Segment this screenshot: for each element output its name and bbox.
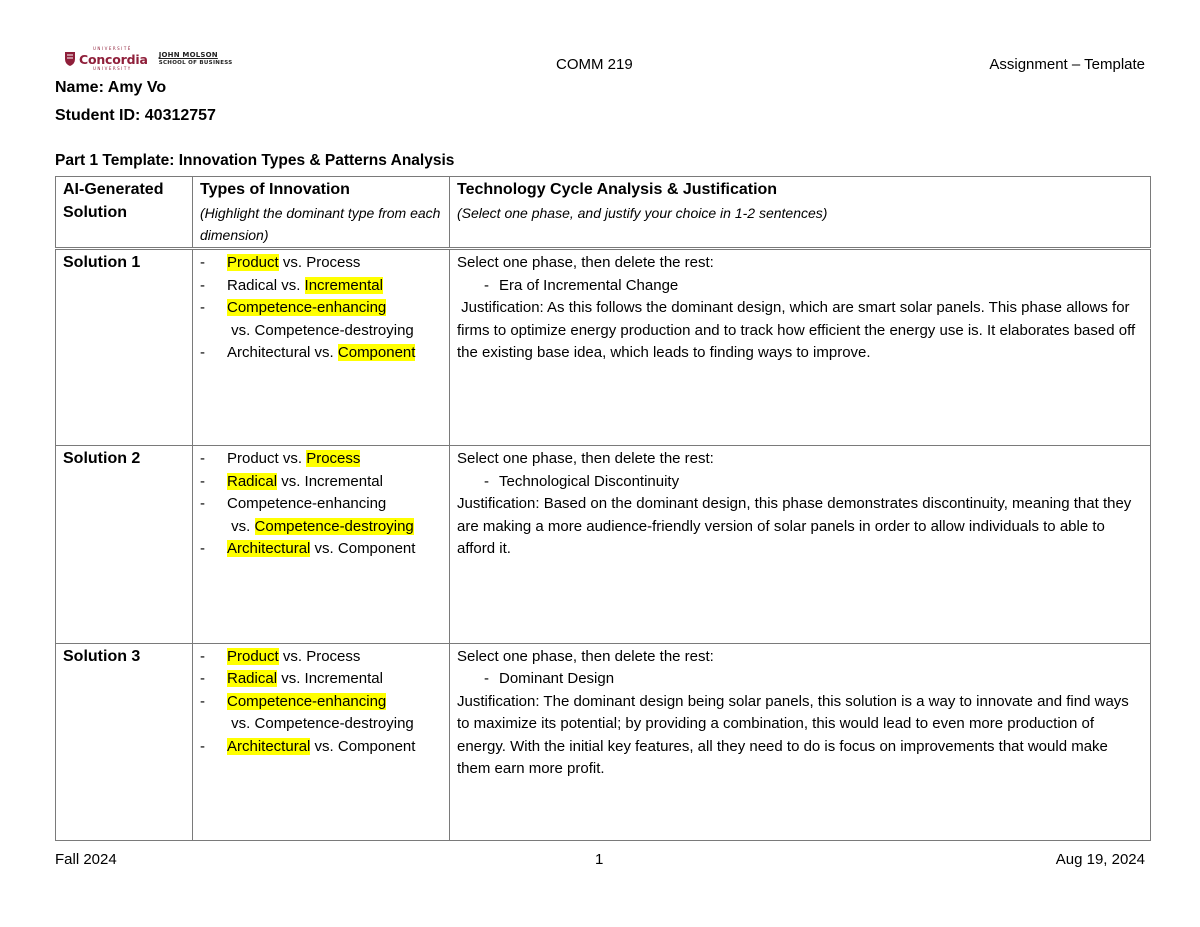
type-option-b: Component: [337, 737, 416, 755]
vs-separator: vs.: [310, 540, 338, 558]
type-option-b: Competence-destroying: [254, 517, 414, 535]
type-option-b: Component: [337, 540, 416, 558]
solution-cell: [56, 249, 193, 446]
types-list: [200, 252, 443, 365]
concordia-small-bottom: UNIVERSITY: [93, 65, 132, 71]
type-option-a: Competence-enhancing: [227, 495, 387, 513]
selected-phase: - Era of Incremental Change: [457, 275, 1144, 298]
solution-label: Solution 3: [63, 647, 141, 665]
type-item: [200, 493, 443, 538]
justification-text: Justification: The dominant design being solar panels, this solution is a way to innovate and find ways to maximize its potential; by providing a combination, this would lead to even more production of energy. With the initial key features, all they need to do is focus on improvements that would make them earn more profit.: [457, 692, 1133, 778]
vs-separator: vs.: [278, 450, 307, 468]
vs-separator: vs.: [277, 472, 305, 490]
table-row: [56, 446, 1151, 643]
concordia-name: Concordia: [79, 51, 148, 67]
student-name: Name: Amy Vo: [55, 79, 167, 96]
type-item: [200, 646, 443, 669]
header-cycle: [450, 177, 1151, 249]
vs-separator: vs.: [278, 647, 307, 665]
table-row: [56, 643, 1151, 840]
header-solution-label: AI-Generated Solution: [63, 181, 164, 221]
university-logo: [64, 45, 233, 71]
type-item: [200, 448, 443, 471]
header-types: [193, 177, 450, 249]
type-item: [200, 691, 443, 736]
type-option-b: Incremental: [304, 670, 383, 688]
header-types-sub: (Highlight the dominant type from each dimension): [200, 204, 441, 243]
phase-instruction: Select one phase, then delete the rest:: [457, 450, 714, 468]
type-item: [200, 538, 443, 561]
vs-separator: vs.: [227, 321, 255, 339]
type-item: [200, 275, 443, 298]
selected-phase: - Dominant Design: [457, 668, 1144, 691]
type-item: [200, 297, 443, 342]
cycle-cell: [450, 446, 1151, 643]
justification-text: Justification: Based on the dominant design, this phase demonstrates discontinuity, meaning that they are making a more audience-friendly version of solar panels in order to allow individuals to able to afford it.: [457, 495, 1136, 558]
type-option-a: Competence-enhancing: [227, 299, 387, 317]
type-option-a: Competence-enhancing: [227, 692, 387, 710]
footer-date: Aug 19, 2024: [1055, 851, 1145, 868]
header-cycle-sub: (Select one phase, and justify your choice in 1-2 sentences): [457, 204, 828, 221]
doc-type: Assignment – Template: [989, 56, 1145, 73]
vs-separator: vs.: [277, 276, 305, 294]
type-option-a: Architectural: [227, 540, 311, 558]
type-option-b: Competence-destroying: [254, 321, 414, 339]
vs-separator: vs.: [310, 344, 338, 362]
type-option-a: Product: [227, 450, 279, 468]
course-code: COMM 219: [556, 56, 633, 73]
type-option-b: Incremental: [304, 276, 383, 294]
footer-term: Fall 2024: [55, 851, 117, 868]
jmsb-line1: JOHN MOLSON: [158, 51, 218, 59]
vs-separator: vs.: [278, 254, 307, 272]
type-option-a: Radical: [227, 670, 278, 688]
analysis-table: [55, 176, 1151, 841]
type-option-b: Component: [337, 344, 416, 362]
header-cycle-title: Technology Cycle Analysis & Justification: [457, 181, 778, 198]
type-option-a: Product: [227, 254, 279, 272]
types-cell: [193, 249, 450, 446]
vs-separator: vs.: [277, 670, 305, 688]
selected-phase: - Technological Discontinuity: [457, 471, 1144, 494]
type-item: [200, 342, 443, 365]
phase-instruction: Select one phase, then delete the rest:: [457, 254, 714, 272]
type-item: [200, 668, 443, 691]
type-option-b: Incremental: [304, 472, 383, 490]
types-cell: [193, 643, 450, 840]
concordia-small-top: UNIVERSITÉ: [93, 45, 132, 51]
type-option-a: Radical: [227, 276, 278, 294]
justification-text: Justification: As this follows the dominant design, which are smart solar panels. This phase allows for firms to optimize energy production and to track how efficient the energy use is. It elaborates based off the existing base idea, which leads to finding ways to improve.: [457, 299, 1140, 362]
table-row: [56, 249, 1151, 446]
phase-instruction: Select one phase, then delete the rest:: [457, 647, 714, 665]
concordia-shield-icon: [64, 51, 76, 67]
header-types-title: Types of Innovation: [200, 181, 350, 198]
type-item: [200, 252, 443, 275]
type-option-b: Competence-destroying: [254, 715, 414, 733]
part-title: Part 1 Template: Innovation Types & Patterns Analysis: [55, 152, 455, 169]
solution-cell: [56, 643, 193, 840]
table-header-row: [56, 177, 1151, 249]
concordia-wordmark: [79, 45, 148, 71]
vs-separator: vs.: [227, 517, 255, 535]
student-id: Student ID: 40312757: [55, 107, 216, 124]
type-option-a: Architectural: [227, 344, 311, 362]
type-option-a: Radical: [227, 472, 278, 490]
jmsb-logo: [159, 51, 233, 67]
type-option-a: Architectural: [227, 737, 311, 755]
solution-label: Solution 1: [63, 254, 141, 272]
type-item: [200, 736, 443, 759]
cycle-cell: [450, 643, 1151, 840]
solution-label: Solution 2: [63, 450, 141, 468]
type-item: [200, 471, 443, 494]
vs-separator: vs.: [310, 737, 338, 755]
jmsb-line2: SCHOOL OF BUSINESS: [158, 60, 233, 66]
cycle-cell: [450, 249, 1151, 446]
type-option-b: Process: [306, 254, 361, 272]
vs-separator: vs.: [227, 715, 255, 733]
solution-cell: [56, 446, 193, 643]
type-option-a: Product: [227, 647, 279, 665]
types-list: [200, 646, 443, 759]
types-list: [200, 448, 443, 561]
type-option-b: Process: [306, 647, 361, 665]
header-solution: [56, 177, 193, 249]
types-cell: [193, 446, 450, 643]
concordia-logo: [64, 45, 148, 71]
type-option-b: Process: [306, 450, 361, 468]
footer-page-number: 1: [595, 851, 604, 868]
